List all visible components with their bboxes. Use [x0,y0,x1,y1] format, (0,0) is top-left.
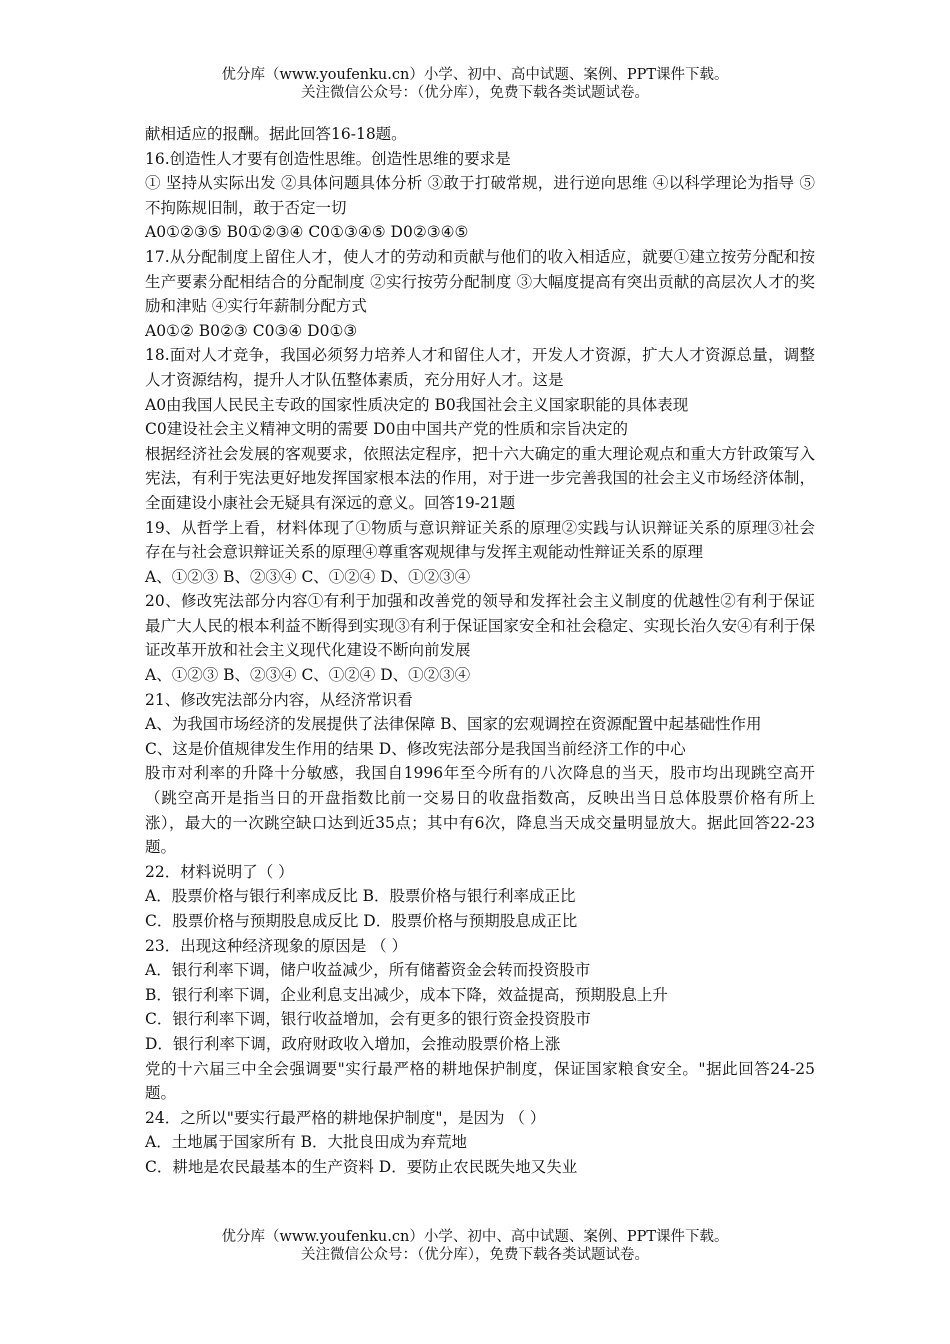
question-16-options: A0①②③⑤ B0①②③④ C0①③④⑤ D0②③④⑤ [145,223,469,242]
question-18-options-cd: C0建设社会主义精神文明的需要 D0由中国共产党的性质和宗旨决定的 [145,420,628,439]
question-20-options: A、①②③ B、②③④ C、①②④ D、①②③④ [145,666,471,685]
question-24-options-cd: C．耕地是农民最基本的生产资料 D．要防止农民既失地又失业 [145,1157,578,1176]
page-header [0,66,950,102]
material-19-21: 根据经济社会发展的客观要求，依照法定程序，把十六大确定的重大理论观点和重大方针政策写入宪法，有利于宪法更好地发挥国家根本法的作用，对于进一步完善我国的社会主义市场经济体制，全面建设小康社会无疑具有深远的意义。回答19-21题 [145,444,815,512]
question-24: 24．之所以"要实行最严格的耕地保护制度"，是因为 （ ） [145,1108,546,1127]
question-22-options-ab: A．股票价格与银行利率成反比 B．股票价格与银行利率成正比 [145,887,576,906]
question-17: 17.从分配制度上留住人才，使人才的劳动和贡献与他们的收入相适应，就要①建立按劳分配和按生产要素分配相结合的分配制度 ②实行按劳分配制度 ③大幅度提高有突出贡献的高层次人才的奖励和津贴 ④实行年薪制分配方式 [145,247,815,316]
question-17-options: A0①② B0②③ C0③④ D0①③ [145,321,358,340]
question-23-option-b: B．银行利率下调，企业利息支出减少，成本下降，效益提高，预期股息上升 [145,985,668,1004]
question-18: 18.面对人才竞争，我国必须努力培养人才和留住人才，开发人才资源，扩大人才资源总量，调整人才资源结构，提升人才队伍整体素质，充分用好人才。这是 [145,346,815,389]
footer-line-1: 优分库（www.youfenku.cn）小学、初中、高中试题、案例、PPT课件下载。 [221,1229,729,1245]
question-24-options-ab: A．土地属于国家所有 B．大批良田成为弃荒地 [145,1133,468,1152]
question-23: 23．出现这种经济现象的原因是 （ ） [145,936,408,955]
paragraph: 献相适应的报酬。据此回答16-18题。 [145,125,407,143]
question-22: 22．材料说明了（ ） [145,862,294,881]
footer-line-2: 关注微信公众号：（优分库），免费下载各类试题试卷。 [301,1247,649,1263]
header-line-2: 关注微信公众号：（优分库），免费下载各类试题试卷。 [301,85,649,101]
question-21: 21、修改宪法部分内容，从经济常识看 [145,690,413,709]
question-23-option-a: A．银行利率下调，储户收益减少，所有储蓄资金会转而投资股市 [145,961,591,980]
question-21-options-ab: A、为我国市场经济的发展提供了法律保障 B、国家的宏观调控在资源配置中起基础性作用 [145,715,762,734]
document-body [145,122,815,1180]
question-16-statements: ① 坚持从实际出发 ②具体问题具体分析 ③敢于打破常规，进行逆向思维 ④以科学理论为指导 ⑤不拘陈规旧制，敢于否定一切 [145,174,815,217]
question-23-option-d: D．银行利率下调，政府财政收入增加，会推动股票价格上涨 [145,1034,561,1053]
question-19-options: A、①②③ B、②③④ C、①②④ D、①②③④ [145,567,471,586]
question-21-options-cd: C、这是价值规律发生作用的结果 D、修改宪法部分是我国当前经济工作的中心 [145,739,686,758]
header-line-1: 优分库（www.youfenku.cn）小学、初中、高中试题、案例、PPT课件下载。 [221,67,729,83]
question-22-options-cd: C．股票价格与预期股息成反比 D．股票价格与预期股息成正比 [145,912,578,930]
question-19: 19、从哲学上看，材料体现了①物质与意识辩证关系的原理②实践与认识辩证关系的原理③社会存在与社会意识辩证关系的原理④尊重客观规律与发挥主观能动性辩证关系的原理 [145,518,815,562]
page-footer [0,1228,950,1264]
question-16: 16.创造性人才要有创造性思维。创造性思维的要求是 [145,149,511,168]
question-18-options-ab: A0由我国人民民主专政的国家性质决定的 B0我国社会主义国家职能的具体表现 [145,395,689,414]
material-24-25: 党的十六届三中全会强调要"实行最严格的耕地保护制度，保证国家粮食安全。"据此回答24-25题。 [145,1059,815,1103]
material-22-23: 股市对利率的升降十分敏感，我国自1996年至今所有的八次降息的当天，股市均出现跳空高开（跳空高开是指当日的开盘指数比前一交易日的收盘指数高，反映出当日总体股票价格有所上涨），最大的一次跳空缺口达到近35点；其中有6次，降息当天成交量明显放大。据此回答22-23题。 [145,764,815,857]
question-23-option-c: C．银行利率下调，银行收益增加，会有更多的银行资金投资股市 [145,1010,591,1029]
question-20: 20、修改宪法部分内容①有利于加强和改善党的领导和发挥社会主义制度的优越性②有利于保证最广大人民的根本利益不断得到实现③有利于保证国家安全和社会稳定、实现长治久安④有利于保证改革开放和社会主义现代化建设不断向前发展 [145,592,815,660]
